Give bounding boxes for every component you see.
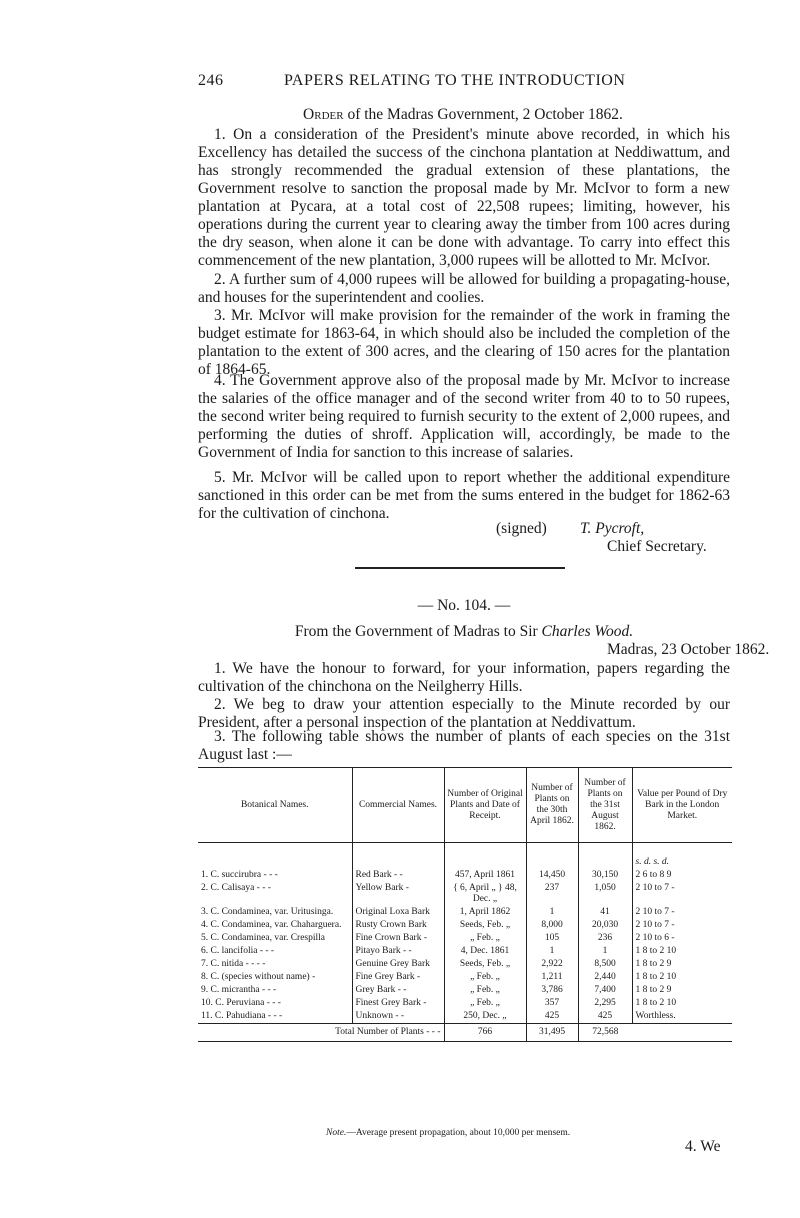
letter-paragraph-1-block <box>198 660 730 696</box>
bark-value: 2 10 to 7 - <box>632 882 732 906</box>
units-label: s. d. s. d. <box>632 843 732 870</box>
bark-value: 2 10 to 7 - <box>632 919 732 932</box>
table-header-row <box>198 768 732 843</box>
botanical-name: 10. C. Peruviana - - - <box>201 998 281 1008</box>
plants-april: 1 <box>526 906 578 919</box>
plants-april: 425 <box>526 1010 578 1024</box>
commercial-name: Red Bark - - <box>352 869 444 882</box>
commercial-name: Fine Crown Bark - <box>352 932 444 945</box>
plants-august: 425 <box>578 1010 632 1024</box>
letter-paragraph: 2. We beg to draw your attention especially to the Minute recorded by our President, after a personal inspection of the plantation at Neddivattum. <box>198 696 730 731</box>
table-row <box>198 919 732 932</box>
botanical-name: 5. C. Condaminea, var. Crespilla <box>201 933 326 943</box>
order-paragraph-3-block <box>198 307 730 379</box>
table-row <box>198 869 732 882</box>
plants-august: 30,150 <box>578 869 632 882</box>
signed-label: (signed) <box>496 520 547 537</box>
total-label: Total Number of Plants - - - <box>198 1024 444 1042</box>
botanical-name: 6. C. lancifolia - - - <box>201 946 275 956</box>
plants-august: 1,050 <box>578 882 632 906</box>
order-heading <box>198 106 728 124</box>
botanical-name: 8. C. (species without name) - <box>201 972 316 982</box>
bark-value: 1 8 to 2 10 <box>632 971 732 984</box>
column-header: Botanical Names. <box>198 768 352 843</box>
total-april: 31,495 <box>526 1024 578 1042</box>
botanical-name: 7. C. nitida - - - - <box>201 959 266 969</box>
letter-from-text: From the Government of Madras to Sir <box>294 623 542 640</box>
plants-april: 105 <box>526 932 578 945</box>
letter-paragraph: 3. The following table shows the number of plants of each species on the 31st August last :— <box>198 728 730 763</box>
botanical-name: 3. C. Condaminea, var. Uritusinga. <box>201 907 334 917</box>
total-row <box>198 1024 732 1042</box>
original-plants: Seeds, Feb. „ <box>444 958 526 971</box>
plants-april: 1 <box>526 945 578 958</box>
commercial-name: Yellow Bark - <box>352 882 444 906</box>
table-row <box>198 1010 732 1024</box>
plants-april: 3,786 <box>526 984 578 997</box>
order-paragraph-5-block <box>198 469 730 523</box>
total-original: 766 <box>444 1024 526 1042</box>
plants-august: 41 <box>578 906 632 919</box>
bark-value: Worthless. <box>632 1010 732 1024</box>
plants-april: 8,000 <box>526 919 578 932</box>
order-paragraph-4-block <box>198 372 730 462</box>
letter-from <box>198 623 730 641</box>
column-header: Value per Pound of Dry Bark in the London Market. <box>632 768 732 843</box>
catchword: 4. We <box>685 1138 721 1155</box>
original-plants: „ Feb. „ <box>444 997 526 1010</box>
plants-april: 2,922 <box>526 958 578 971</box>
bark-value: 1 8 to 2 10 <box>632 997 732 1010</box>
plants-august: 8,500 <box>578 958 632 971</box>
order-paragraph: 5. Mr. McIvor will be called upon to report whether the additional expenditure sanctioned in this order can be met from the sums entered in the budget for 1862-63 for the cultivation of cinchona. <box>198 469 730 522</box>
column-header: Number of Plants on the 31st August 1862. <box>578 768 632 843</box>
original-plants: { 6, April „ } 48, Dec. „ <box>444 882 526 906</box>
original-plants: 250, Dec. „ <box>444 1010 526 1024</box>
column-header: Commercial Names. <box>352 768 444 843</box>
plants-august: 236 <box>578 932 632 945</box>
commercial-name: Grey Bark - - <box>352 984 444 997</box>
commercial-name: Rusty Crown Bark <box>352 919 444 932</box>
order-paragraph-1-block <box>198 126 730 270</box>
plants-table <box>198 767 732 1042</box>
note-text: —Average present propagation, about 10,000 per mensem. <box>346 1128 571 1138</box>
botanical-name: 2. C. Calisaya - - - <box>201 883 271 893</box>
commercial-name: Fine Grey Bark - <box>352 971 444 984</box>
signer-name: T. Pycroft, <box>580 520 645 537</box>
plants-april: 357 <box>526 997 578 1010</box>
botanical-name: 9. C. micrantha - - - <box>201 985 277 995</box>
letter-paragraph: 1. We have the honour to forward, for your information, papers regarding the cultivation of the chinchona on the Neilgherry Hills. <box>198 660 730 695</box>
commercial-name: Pitayo Bark - - <box>352 945 444 958</box>
order-paragraph-2-block <box>198 271 730 307</box>
signer-title: Chief Secretary. <box>607 538 707 555</box>
plants-april: 1,211 <box>526 971 578 984</box>
table-row <box>198 958 732 971</box>
letter-recipient: Charles Wood. <box>541 623 634 640</box>
plants-august: 2,440 <box>578 971 632 984</box>
order-paragraph: 1. On a consideration of the President's minute above recorded, in which his Excellency has detailed the success of the cinchona plantation at Neddiwattum, and has strongly recommended the gradual extension of these plantations, the Government resolve to sanction the proposal made by Mr. McIvor to form a new plantation at Pycara, at a total cost of 22,508 rupees; limiting, however, his operations during the current year to clearing away the timber from 100 acres during the dry season, when alone it can be done with advantage. To carry into effect this commencement of the new plantation, 3,000 rupees will be allotted to Mr. McIvor. <box>198 126 730 269</box>
letter-date: Madras, 23 October 1862. <box>607 641 770 658</box>
letter-paragraph-3-block <box>198 728 730 764</box>
commercial-name: Original Loxa Bark <box>352 906 444 919</box>
bark-value: 2 6 to 8 9 <box>632 869 732 882</box>
bark-value: 2 10 to 7 - <box>632 906 732 919</box>
original-plants: „ Feb. „ <box>444 984 526 997</box>
document-number: — No. 104. — <box>417 597 511 614</box>
botanical-name: 11. C. Pahudiana - - - <box>201 1011 283 1021</box>
table-note <box>326 1128 570 1138</box>
total-august: 72,568 <box>578 1024 632 1042</box>
order-paragraph: 2. A further sum of 4,000 rupees will be allowed for building a propagating-house, and houses for the superintendent and coolies. <box>198 271 730 306</box>
column-header: Number of Original Plants and Date of Receipt. <box>444 768 526 843</box>
original-plants: 1, April 1862 <box>444 906 526 919</box>
order-paragraph: 3. Mr. McIvor will make provision for the remainder of the work in framing the budget estimate for 1863-64, in which should also be included the completion of the plantation to the extent of 300 acres, and the clearing of 150 acres for the plantation of 1864-65. <box>198 307 730 378</box>
units-row <box>198 843 732 870</box>
original-plants: „ Feb. „ <box>444 932 526 945</box>
table-row <box>198 945 732 958</box>
bark-value: 1 8 to 2 9 <box>632 984 732 997</box>
table-row <box>198 882 732 906</box>
running-title: PAPERS RELATING TO THE INTRODUCTION <box>284 72 626 89</box>
commercial-name: Genuine Grey Bark <box>352 958 444 971</box>
commercial-name: Unknown - - <box>352 1010 444 1024</box>
plants-august: 20,030 <box>578 919 632 932</box>
column-header: Number of Plants on the 30th April 1862. <box>526 768 578 843</box>
plants-april: 14,450 <box>526 869 578 882</box>
plants-august: 7,400 <box>578 984 632 997</box>
order-paragraph: 4. The Government approve also of the proposal made by Mr. McIvor to increase the salaries of the office manager and of the second writer from 40 to to 50 rupees, the second writer being required to furnish security to the extent of 2,000 rupees, and performing the duties of shroff. Application will, accordingly, be made to the Government of India for sanction to this increase of salaries. <box>198 372 730 461</box>
order-heading-text: of the Madras Government, 2 October 1862. <box>343 106 623 123</box>
bark-value: 1 8 to 2 10 <box>632 945 732 958</box>
original-plants: „ Feb. „ <box>444 971 526 984</box>
table-row <box>198 984 732 997</box>
original-plants: 4, Dec. 1861 <box>444 945 526 958</box>
page-number: 246 <box>198 72 224 89</box>
original-plants: 457, April 1861 <box>444 869 526 882</box>
plants-august: 2,295 <box>578 997 632 1010</box>
bark-value: 2 10 to 6 - <box>632 932 732 945</box>
bark-value: 1 8 to 2 9 <box>632 958 732 971</box>
commercial-name: Finest Grey Bark - <box>352 997 444 1010</box>
plants-august: 1 <box>578 945 632 958</box>
table-row <box>198 971 732 984</box>
letter-paragraph-2-block <box>198 696 730 732</box>
table-row <box>198 932 732 945</box>
note-label: Note. <box>326 1128 347 1138</box>
original-plants: Seeds, Feb. „ <box>444 919 526 932</box>
botanical-name: 4. C. Condaminea, var. Chaharguera. <box>201 920 342 930</box>
section-divider <box>355 567 565 569</box>
botanical-name: 1. C. succirubra - - - <box>201 870 278 880</box>
table-row <box>198 997 732 1010</box>
table-row <box>198 906 732 919</box>
order-heading-lead: Order <box>303 106 344 123</box>
plants-april: 237 <box>526 882 578 906</box>
